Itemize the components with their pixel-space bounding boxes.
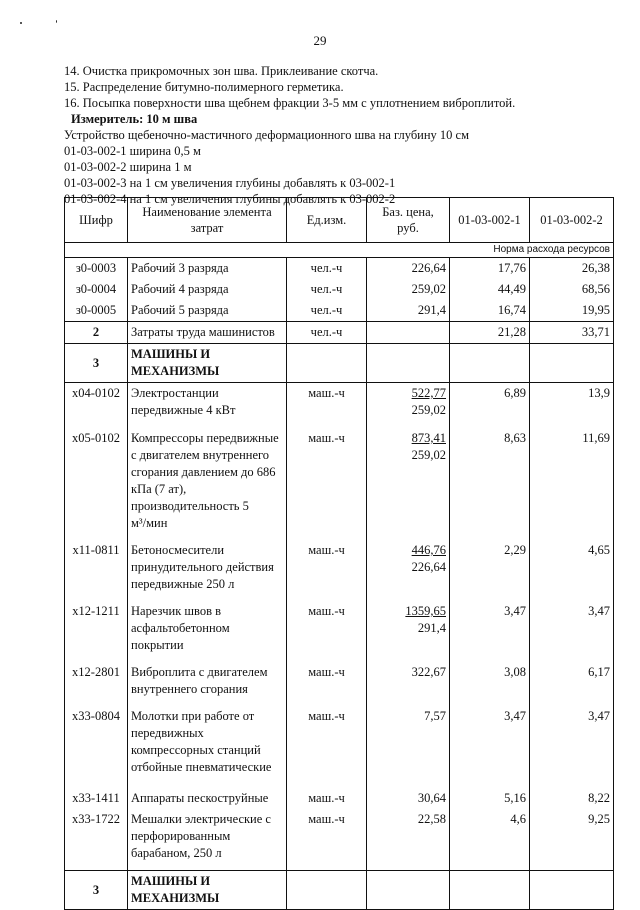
row-name (128, 540, 287, 601)
row-value-1: 3,08 (450, 662, 530, 706)
section-name: МАШИНЫ И МЕХАНИЗМЫ (128, 871, 287, 910)
row-value-1: 6,89 (450, 383, 530, 429)
row-price-value: 30,64 (417, 791, 446, 805)
row-name-line: асфальтобетонном (131, 621, 230, 635)
row-value-1: 5,16 (450, 788, 530, 809)
row-code: х33-0804 (65, 706, 128, 788)
row-unit: чел.-ч (287, 258, 367, 280)
row-price-secondary: 259,02 (411, 403, 446, 417)
row-value-1: 8,63 (450, 428, 530, 540)
section-row (65, 344, 614, 383)
row-code: з0-0003 (65, 258, 128, 280)
row-value-1: 4,6 (450, 809, 530, 871)
row-price: 259,02 (367, 279, 450, 300)
row-name-line: барабаном, 250 л (131, 846, 222, 860)
row-name-line: Виброплита с двигателем (131, 665, 268, 679)
row-unit: маш.-ч (287, 383, 367, 429)
row-name (128, 601, 287, 662)
row-price-value: 522,77 (411, 386, 446, 400)
row-name-line: Молотки при работе от (131, 709, 255, 723)
row-code: 2 (65, 322, 128, 344)
row-price-value: 322,67 (411, 665, 446, 679)
intro-block (64, 63, 624, 207)
row-value-2: 11,69 (530, 428, 614, 540)
row-name (128, 706, 287, 788)
row-price (367, 809, 450, 871)
labor-row (65, 322, 614, 344)
row-name-line: принудительного действия (131, 560, 274, 574)
row-value-2: 33,71 (530, 322, 614, 344)
row-name (128, 428, 287, 540)
work-description: Устройство щебеночно-мастичного деформационного шва на глубину 10 см (64, 128, 470, 142)
row-name-line: Компрессоры передвижные (131, 431, 279, 445)
row-unit: маш.-ч (287, 540, 367, 601)
row-unit: чел.-ч (287, 322, 367, 344)
row-price: 226,64 (367, 258, 450, 280)
header-col-1: 01-03-002-1 (450, 198, 530, 243)
measure-unit: Измеритель: 10 м шва (71, 112, 198, 126)
empty-cell (287, 344, 367, 383)
row-value-2: 9,25 (530, 809, 614, 871)
row-value-1: 17,76 (450, 258, 530, 280)
row-name-line: Электростанции (131, 386, 219, 400)
table-row (65, 279, 614, 300)
row-name: Рабочий 5 разряда (128, 300, 287, 322)
row-name-line: передвижные 4 кВт (131, 403, 236, 417)
row-price (367, 428, 450, 540)
row-price-value: 1359,65 (405, 604, 446, 618)
row-price (367, 383, 450, 429)
table-row (65, 300, 614, 322)
row-name-line: передвижные 250 л (131, 577, 235, 591)
row-name: Рабочий 4 разряда (128, 279, 287, 300)
row-name (128, 662, 287, 706)
row-name-line: Нарезчик швов в (131, 604, 222, 618)
variant-2: 01-03-002-2 ширина 1 м (64, 160, 192, 174)
row-value-2: 68,56 (530, 279, 614, 300)
row-name-line: м³/мин (131, 516, 168, 530)
empty-cell (530, 344, 614, 383)
step-15: 15. Распределение битумно-полимерного герметика. (64, 80, 344, 94)
norm-label: Норма расхода ресурсов (65, 243, 614, 258)
row-name-line: компрессорных станций (131, 743, 261, 757)
row-value-1: 2,29 (450, 540, 530, 601)
row-price (367, 601, 450, 662)
row-code: х04-0102 (65, 383, 128, 429)
row-value-1: 3,47 (450, 601, 530, 662)
table-row (65, 706, 614, 788)
row-code: х33-1411 (65, 788, 128, 809)
row-value-1: 16,74 (450, 300, 530, 322)
row-price (367, 788, 450, 809)
row-value-2: 4,65 (530, 540, 614, 601)
row-price-value: 446,76 (411, 543, 446, 557)
empty-cell (287, 871, 367, 910)
table-row (65, 258, 614, 280)
table-row (65, 540, 614, 601)
row-value-1: 44,49 (450, 279, 530, 300)
table-row (65, 383, 614, 429)
row-price-secondary: 226,64 (411, 560, 446, 574)
row-unit: чел.-ч (287, 300, 367, 322)
row-code: з0-0005 (65, 300, 128, 322)
row-unit: маш.-ч (287, 662, 367, 706)
section-row (65, 871, 614, 910)
row-name-line: сгорания давлением до 686 (131, 465, 276, 479)
variant-4: 01-03-002-4 на 1 см увеличения глубины добавлять к 03-002-2 (64, 192, 396, 206)
header-name: Наименование элемента затрат (128, 198, 287, 243)
row-price-value: 873,41 (411, 431, 446, 445)
row-name: Затраты труда машинистов (128, 322, 287, 344)
row-name (128, 383, 287, 429)
row-name-line: перфорированным (131, 829, 231, 843)
page-number: 29 (313, 33, 327, 48)
row-unit: маш.-ч (287, 706, 367, 788)
step-14: 14. Очистка прикромочных зон шва. Приклеивание скотча. (64, 64, 379, 78)
row-unit: маш.-ч (287, 788, 367, 809)
empty-cell (450, 871, 530, 910)
row-name-line: с двигателем внутреннего (131, 448, 270, 462)
row-name-line: внутреннего сгорания (131, 682, 248, 696)
row-unit: маш.-ч (287, 809, 367, 871)
row-value-1: 21,28 (450, 322, 530, 344)
row-price (367, 540, 450, 601)
empty-cell (367, 871, 450, 910)
row-name-line: отбойные пневматические (131, 760, 272, 774)
row-unit: маш.-ч (287, 601, 367, 662)
row-name-line: производительность 5 (131, 499, 249, 513)
row-name: Рабочий 3 разряда (128, 258, 287, 280)
empty-cell (367, 344, 450, 383)
row-value-2: 19,95 (530, 300, 614, 322)
row-name-line: Аппараты пескоструйные (131, 791, 269, 805)
row-price-secondary: 291,4 (417, 621, 446, 635)
table-row (65, 809, 614, 871)
row-code: х33-1722 (65, 809, 128, 871)
norm-row (65, 243, 614, 258)
row-price (367, 662, 450, 706)
row-price-secondary: 259,02 (411, 448, 446, 462)
row-price: 291,4 (367, 300, 450, 322)
header-col-2: 01-03-002-2 (530, 198, 614, 243)
row-name-line: кПа (7 ат), (131, 482, 187, 496)
row-name (128, 809, 287, 871)
row-value-2: 26,38 (530, 258, 614, 280)
step-16: 16. Посыпка поверхности шва щебнем фракции 3-5 мм с уплотнением виброплитой. (64, 96, 516, 110)
table-row (65, 788, 614, 809)
table-row (65, 601, 614, 662)
section-code: 3 (65, 871, 128, 910)
scan-speck (20, 22, 22, 24)
row-value-2: 6,17 (530, 662, 614, 706)
row-code: х11-0811 (65, 540, 128, 601)
row-code: х12-1211 (65, 601, 128, 662)
row-name-line: покрытии (131, 638, 184, 652)
row-price (367, 322, 450, 344)
empty-cell (530, 871, 614, 910)
row-value-2: 3,47 (530, 601, 614, 662)
section-name: МАШИНЫ И МЕХАНИЗМЫ (128, 344, 287, 383)
row-price-value: 7,57 (424, 709, 446, 723)
scan-speck (56, 20, 57, 23)
table-row (65, 428, 614, 540)
row-code: х12-2801 (65, 662, 128, 706)
row-unit: чел.-ч (287, 279, 367, 300)
row-code: з0-0004 (65, 279, 128, 300)
header-code: Шифр (65, 198, 128, 243)
empty-cell (450, 344, 530, 383)
resource-table (64, 197, 614, 910)
row-unit: маш.-ч (287, 428, 367, 540)
row-name-line: Бетоносмесители (131, 543, 225, 557)
row-name-line: Мешалки электрические с (131, 812, 271, 826)
variant-3: 01-03-002-3 на 1 см увеличения глубины добавлять к 03-002-1 (64, 176, 396, 190)
row-code: х05-0102 (65, 428, 128, 540)
row-name (128, 788, 287, 809)
row-price (367, 706, 450, 788)
table-header-row (65, 198, 614, 243)
section-code: 3 (65, 344, 128, 383)
row-name-line: передвижных (131, 726, 204, 740)
row-value-2: 13,9 (530, 383, 614, 429)
row-value-1: 3,47 (450, 706, 530, 788)
row-value-2: 8,22 (530, 788, 614, 809)
header-unit: Ед.изм. (287, 198, 367, 243)
row-price-value: 22,58 (417, 812, 446, 826)
variant-1: 01-03-002-1 ширина 0,5 м (64, 144, 201, 158)
header-price: Баз. цена, руб. (367, 198, 450, 243)
row-value-2: 3,47 (530, 706, 614, 788)
table-row (65, 662, 614, 706)
